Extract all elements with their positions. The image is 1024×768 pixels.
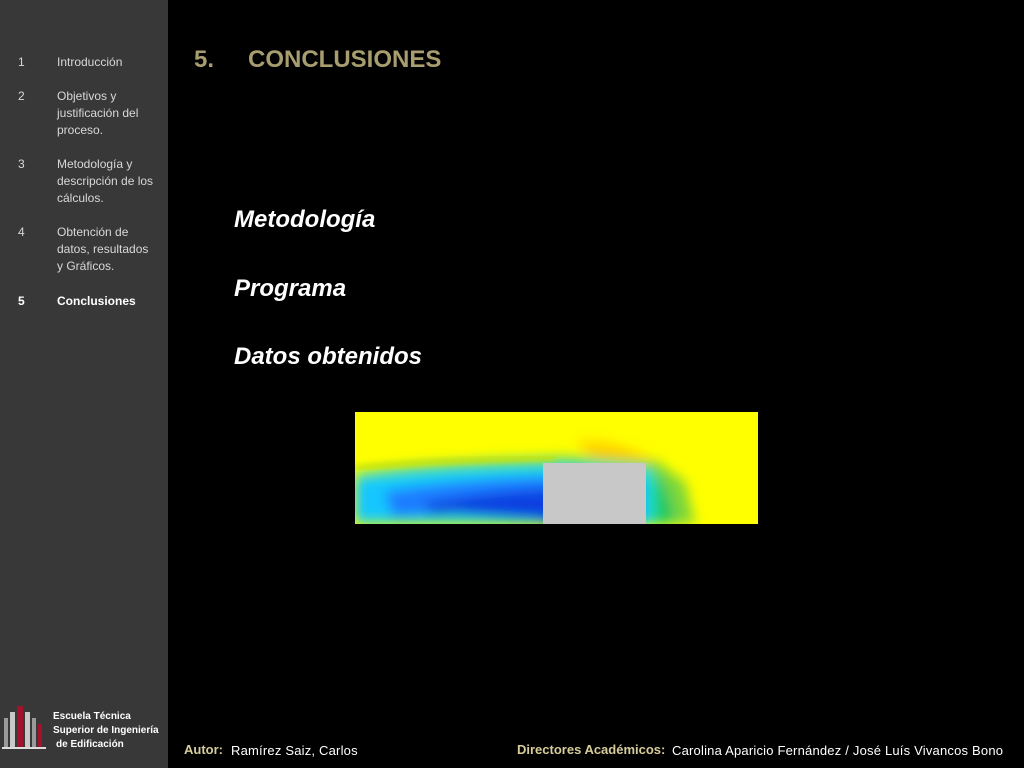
nav-label-line: justificación del <box>57 106 139 120</box>
nav-label <box>57 224 163 275</box>
cfd-simulation-image <box>355 412 758 524</box>
nav-label <box>57 293 163 310</box>
nav-label-line: Metodología y <box>57 157 133 171</box>
slide-title-text: CONCLUSIONES <box>248 46 442 73</box>
slide-title-number: 5. <box>194 46 215 73</box>
bullet-datos-obtenidos: Datos obtenidos <box>234 343 423 370</box>
school-name-line: Escuela Técnica <box>53 711 131 722</box>
nav-label-line: Conclusiones <box>57 294 136 308</box>
sidebar-nav <box>0 0 168 768</box>
nav-label-line: Objetivos y <box>57 89 117 103</box>
nav-label-line: datos, resultados <box>57 242 149 256</box>
nav-label-line: descripción de los <box>57 174 154 188</box>
nav-number: 4 <box>18 225 25 239</box>
directors-label: Directores Académicos: <box>517 742 666 757</box>
author-label: Autor: <box>184 742 223 757</box>
nav-label-line: Introducción <box>57 55 123 69</box>
nav-label <box>57 156 163 207</box>
nav-label <box>57 54 163 71</box>
school-logo-icon <box>2 704 46 752</box>
nav-number: 1 <box>18 55 25 69</box>
nav-number: 5 <box>18 294 25 308</box>
school-name-line: Superior de Ingeniería <box>53 725 159 736</box>
school-name-line: de Edificación <box>56 739 124 750</box>
nav-label-line: Obtención de <box>57 225 129 239</box>
nav-label-line: cálculos. <box>57 191 104 205</box>
slide-title <box>194 46 441 74</box>
author-name: Ramírez Saiz, Carlos <box>231 743 358 758</box>
nav-number: 3 <box>18 157 25 171</box>
school-name <box>53 710 167 752</box>
directors-names: Carolina Aparicio Fernández / José Luís Vivancos Bono <box>672 743 1004 758</box>
bullet-programa: Programa <box>234 275 347 302</box>
nav-label <box>57 88 163 139</box>
nav-label-line: y Gráficos. <box>57 259 115 273</box>
nav-label-line: proceso. <box>57 123 104 137</box>
nav-number: 2 <box>18 89 25 103</box>
bullet-metodologia: Metodología <box>234 206 376 233</box>
